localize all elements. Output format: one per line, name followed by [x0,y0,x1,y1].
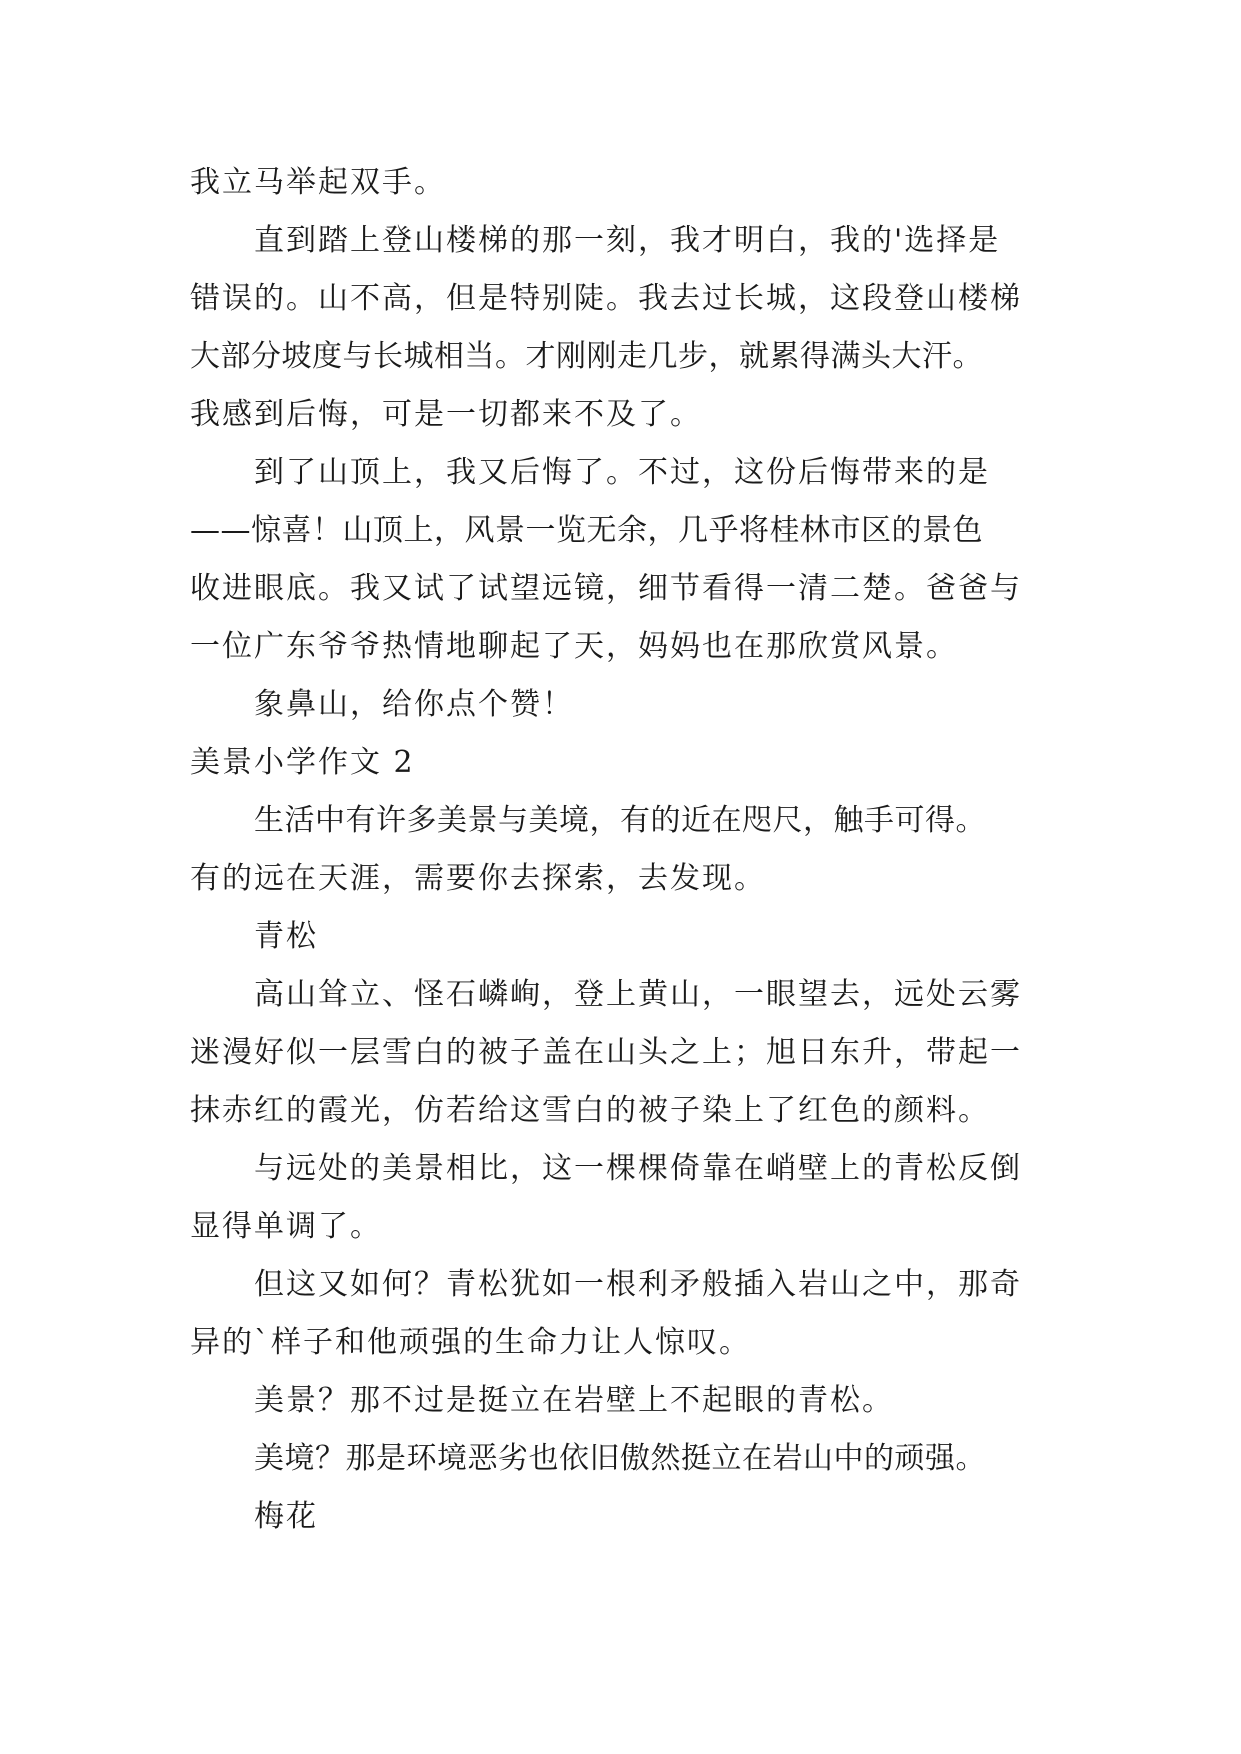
subheading: 梅花 [254,1499,318,1534]
text-line: 显得单调了。 [190,1209,382,1244]
paragraph-start: 象鼻山，给你点个赞！ [254,687,574,722]
paragraph-start: 到了山顶上，我又后悔了。不过，这份后悔带来的是 [254,455,990,490]
text-line: 一位广东爷爷热情地聊起了天，妈妈也在那欣赏风景。 [190,629,958,664]
text-line: 抹赤红的霞光，仿若给这雪白的被子染上了红色的颜料。 [190,1093,990,1128]
text-line: 收进眼底。我又试了试望远镜，细节看得一清二楚。爸爸与 [190,571,1022,606]
paragraph-start: 生活中有许多美景与美境，有的近在咫尺，触手可得。 [254,803,986,838]
text-line: 有的远在天涯，需要你去探索，去发现。 [190,861,766,896]
paragraph-start: 与远处的美景相比，这一棵棵倚靠在峭壁上的青松反倒 [254,1151,1022,1186]
paragraph-start: 美境？那是环境恶劣也依旧傲然挺立在岩山中的顽强。 [254,1441,986,1476]
text-line: 迷漫好似一层雪白的被子盖在山头之上；旭日东升，带起一 [190,1035,1022,1070]
paragraph-start: 高山耸立、怪石嶙峋，登上黄山，一眼望去，远处云雾 [254,977,1022,1012]
text-line: 错误的。山不高，但是特别陡。我去过长城，这段登山楼梯 [190,281,1022,316]
text-line: 异的`样子和他顽强的生命力让人惊叹。 [190,1325,751,1360]
text-line: 我立马举起双手。 [190,165,446,200]
section-title: 美景小学作文 2 [190,745,415,780]
text-line: 我感到后悔，可是一切都来不及了。 [190,397,702,432]
text-line: 大部分坡度与长城相当。才刚刚走几步，就累得满头大汗。 [190,339,983,374]
paragraph-start: 美景？那不过是挺立在岩壁上不起眼的青松。 [254,1383,894,1418]
text-line: ——惊喜！山顶上，风景一览无余，几乎将桂林市区的景色 [190,513,983,548]
paragraph-start: 但这又如何？青松犹如一根利矛般插入岩山之中，那奇 [254,1267,1022,1302]
paragraph-start: 直到踏上登山楼梯的那一刻，我才明白，我的'选择是 [254,223,1001,258]
subheading: 青松 [254,919,318,954]
